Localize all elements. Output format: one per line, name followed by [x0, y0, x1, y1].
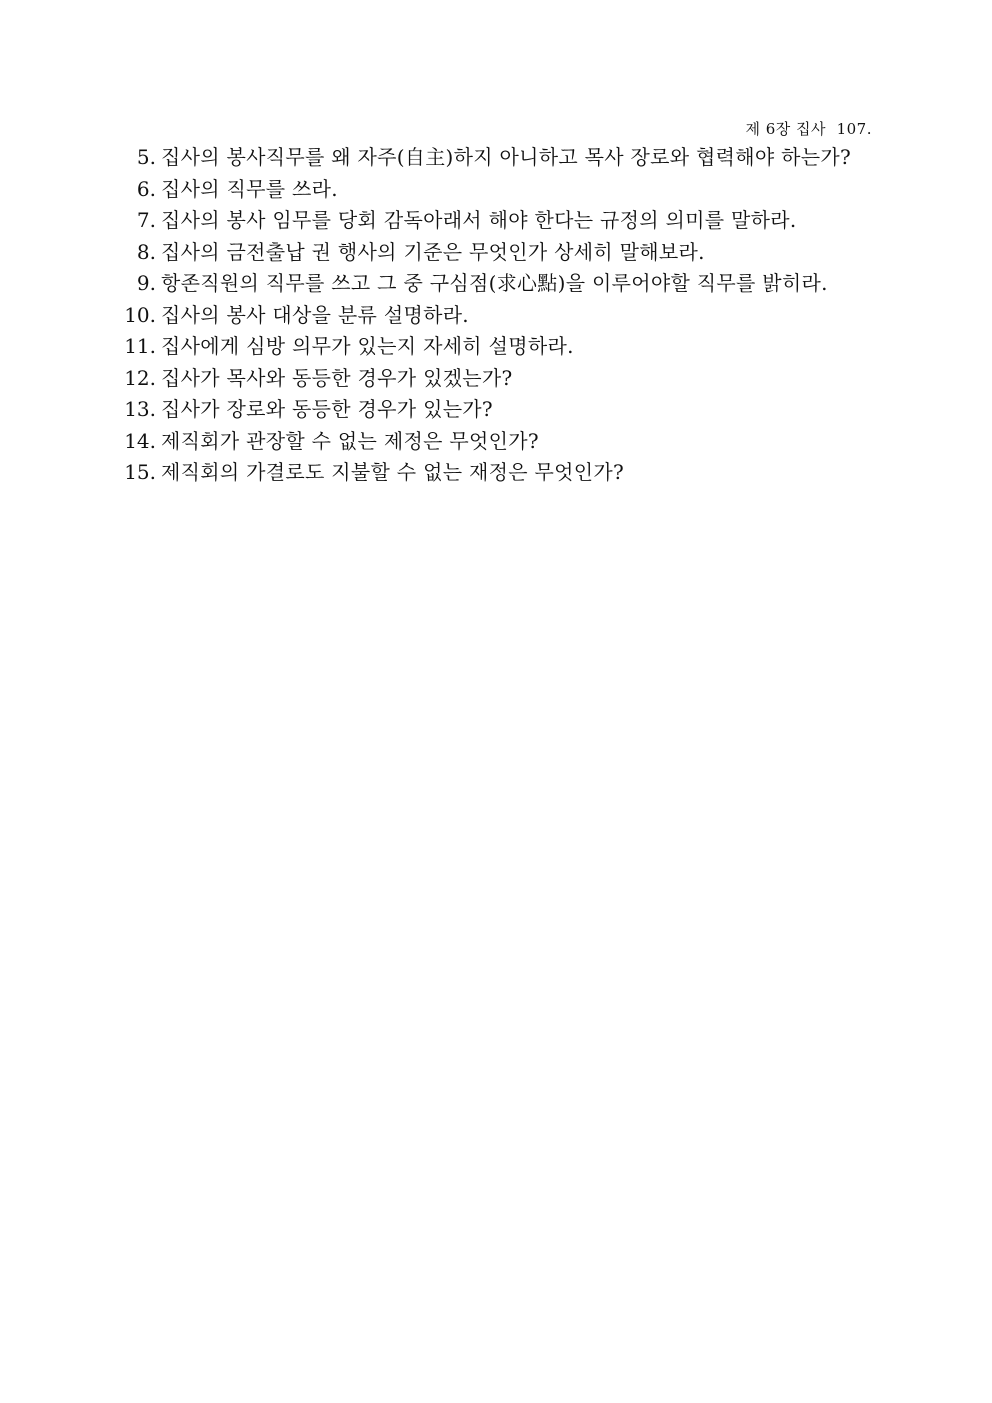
- question-number: 6.: [136, 176, 156, 201]
- question-number: 5.: [136, 145, 156, 169]
- question-number: 7.: [136, 208, 156, 232]
- question-item: [118, 142, 874, 174]
- question-text: 집사에게 심방 의무가 있는지 자세히 설명하라.: [161, 334, 574, 358]
- question-item: [118, 457, 874, 489]
- question-item: [118, 363, 874, 395]
- question-item: [118, 300, 874, 332]
- question-text: 집사의 봉사직무를 왜 자주(自主)하지 아니하고 목사 장로와 협력해야 하는가?: [161, 145, 852, 169]
- question-number: 10.: [124, 302, 156, 327]
- question-text: 제직회의 가결로도 지불할 수 없는 재정은 무엇인가?: [161, 460, 624, 484]
- question-item: [118, 174, 874, 206]
- question-text: 집사가 목사와 동등한 경우가 있겠는가?: [161, 365, 513, 390]
- question-item: [118, 426, 874, 458]
- question-number: 12.: [124, 365, 156, 390]
- question-item: [118, 268, 874, 300]
- question-list: [118, 142, 874, 489]
- question-item: [118, 394, 874, 426]
- question-text: 집사의 금전출납 권 행사의 기준은 무엇인가 상세히 말해보라.: [161, 239, 705, 264]
- question-number: 11.: [124, 334, 156, 358]
- question-text: 항존직원의 직무를 쓰고 그 중 구심점(求心點)을 이루어야할 직무를 밝히라.: [161, 271, 828, 295]
- question-text: 집사의 봉사 임무를 당회 감독아래서 해야 한다는 규정의 의미를 말하라.: [161, 208, 797, 232]
- question-number: 9.: [136, 271, 156, 295]
- question-number: 8.: [136, 239, 156, 264]
- question-number: 14.: [124, 428, 156, 453]
- question-number: 15.: [124, 460, 156, 484]
- page-number: 107.: [836, 120, 872, 138]
- question-item: [118, 205, 874, 237]
- question-item: [118, 331, 874, 363]
- question-text: 집사가 장로와 동등한 경우가 있는가?: [161, 397, 493, 421]
- question-item: [118, 237, 874, 269]
- page-header: [746, 118, 873, 139]
- question-text: 집사의 직무를 쓰라.: [161, 176, 338, 201]
- chapter-label: 제 6장 집사: [745, 120, 827, 138]
- question-text: 제직회가 관장할 수 없는 제정은 무엇인가?: [161, 428, 539, 453]
- question-text: 집사의 봉사 대상을 분류 설명하라.: [161, 302, 469, 327]
- question-number: 13.: [124, 397, 156, 421]
